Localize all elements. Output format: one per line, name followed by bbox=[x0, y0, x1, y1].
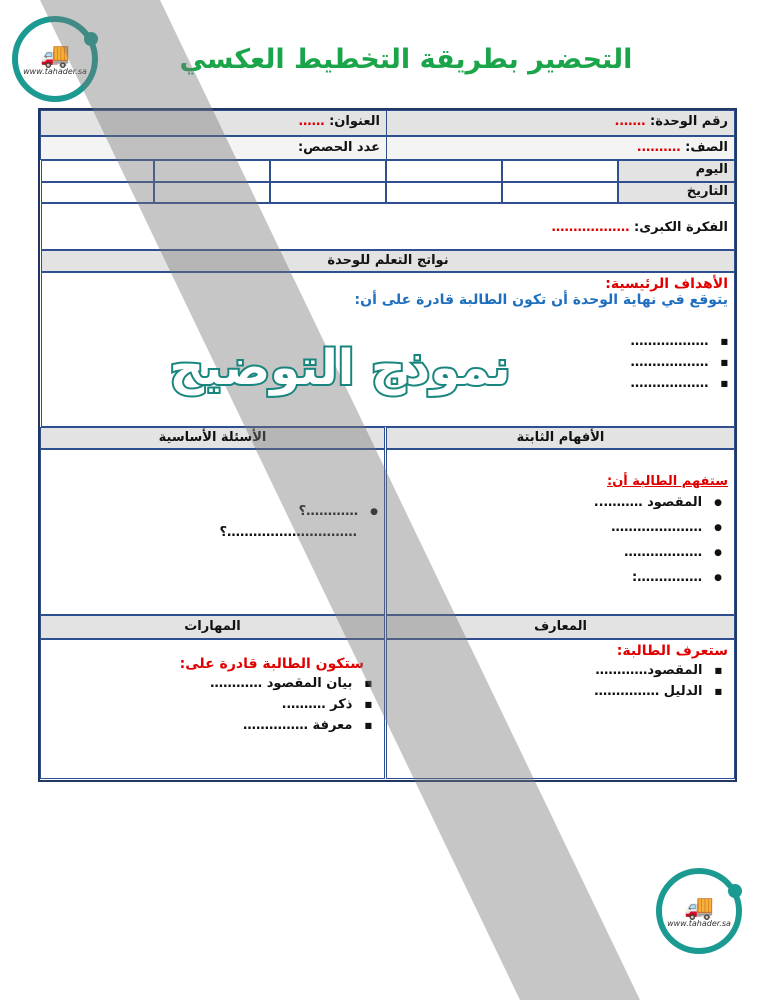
date-cell[interactable] bbox=[386, 182, 502, 203]
goals-intro: يتوقع في نهاية الوحدة أن تكون الطالبة قادرة على أن: bbox=[354, 292, 728, 308]
class-value: ………. bbox=[636, 140, 681, 155]
list-item[interactable]: ■ بيان المقصود ………… bbox=[47, 676, 372, 691]
outcomes-cell bbox=[41, 272, 735, 427]
list-item[interactable]: ■ ……………… bbox=[48, 355, 728, 370]
date-cell[interactable] bbox=[270, 182, 386, 203]
logo-site: www.tahader.sa bbox=[667, 918, 731, 928]
list-item[interactable]: ● المقصود ……….. bbox=[393, 495, 722, 510]
goals-list bbox=[48, 334, 728, 391]
skills-header: المهارات bbox=[40, 615, 385, 639]
topic-cell[interactable] bbox=[40, 110, 387, 136]
unit-number-cell[interactable] bbox=[386, 110, 735, 136]
questions-header: الأسئلة الأساسية bbox=[40, 427, 385, 449]
date-cell[interactable] bbox=[41, 182, 154, 203]
unit-value: ……. bbox=[614, 114, 646, 129]
date-cell[interactable] bbox=[502, 182, 618, 203]
watermark-text: نموذج التوضيح bbox=[169, 340, 511, 396]
list-item[interactable]: ■ ……………… bbox=[48, 334, 728, 349]
class-label: الصف: bbox=[685, 140, 728, 155]
unit-label: رقم الوحدة: bbox=[650, 114, 728, 129]
skills-list bbox=[47, 676, 378, 733]
list-item[interactable]: ■ ذكر ………. bbox=[47, 697, 372, 712]
list-item[interactable]: ■ الدليل …………… bbox=[393, 684, 722, 699]
knowledge-header: المعارف bbox=[386, 615, 735, 639]
list-item[interactable]: ● ……………: bbox=[393, 570, 722, 585]
list-item[interactable]: …………………………؟ bbox=[219, 525, 357, 540]
topic-value: …… bbox=[298, 114, 325, 129]
knowledge-label: ستعرف الطالبة: bbox=[616, 643, 728, 659]
outcomes-header: نواتج التعلم للوحدة bbox=[41, 250, 735, 272]
knowledge-list bbox=[393, 663, 728, 699]
periods-cell[interactable] bbox=[40, 136, 387, 160]
list-item[interactable]: ● ……………… bbox=[393, 545, 722, 560]
understandings-list bbox=[393, 495, 728, 585]
questions-cell bbox=[40, 449, 385, 615]
class-cell[interactable] bbox=[386, 136, 735, 160]
date-cell[interactable] bbox=[154, 182, 270, 203]
list-item[interactable]: ■ المقصود………… bbox=[393, 663, 722, 678]
questions-list bbox=[47, 504, 378, 540]
list-item[interactable]: ■ معرفة …………… bbox=[47, 718, 372, 733]
day-cell[interactable] bbox=[270, 160, 386, 182]
big-idea-value: ……………… bbox=[551, 220, 630, 235]
day-cell[interactable] bbox=[386, 160, 502, 182]
logo-bottom bbox=[656, 868, 742, 954]
truck-icon: 🚚 bbox=[684, 892, 714, 921]
topic-label: العنوان: bbox=[329, 114, 380, 129]
goals-label: الأهداف الرئيسية: bbox=[605, 276, 728, 292]
big-idea-cell[interactable] bbox=[41, 203, 735, 250]
list-item[interactable]: ● ………………… bbox=[393, 520, 722, 535]
skills-cell bbox=[40, 639, 385, 779]
skills-label: ستكون الطالبة قادرة على: bbox=[179, 656, 364, 672]
day-label: اليوم bbox=[618, 160, 735, 182]
understandings-header: الأفهام الثابتة bbox=[386, 427, 735, 449]
knowledge-cell bbox=[386, 639, 735, 779]
date-label: التاريخ bbox=[618, 182, 735, 203]
logo-site: www.tahader.sa bbox=[23, 66, 87, 76]
list-item[interactable]: ■ ……………… bbox=[48, 376, 728, 391]
day-cell[interactable] bbox=[41, 160, 154, 182]
understandings-cell bbox=[386, 449, 735, 615]
lesson-plan-table bbox=[38, 108, 737, 782]
understandings-label: ستفهم الطالبة أن: bbox=[607, 474, 728, 489]
day-cell[interactable] bbox=[154, 160, 270, 182]
day-cell[interactable] bbox=[502, 160, 618, 182]
big-idea-label: الفكرة الكبرى: bbox=[634, 220, 728, 235]
periods-label: عدد الحصص: bbox=[297, 140, 380, 155]
truck-icon: 🚚 bbox=[40, 40, 70, 69]
list-item[interactable]: ● …………؟ bbox=[47, 504, 378, 519]
page-title: التحضير بطريقة التخطيط العكسي bbox=[179, 44, 633, 75]
